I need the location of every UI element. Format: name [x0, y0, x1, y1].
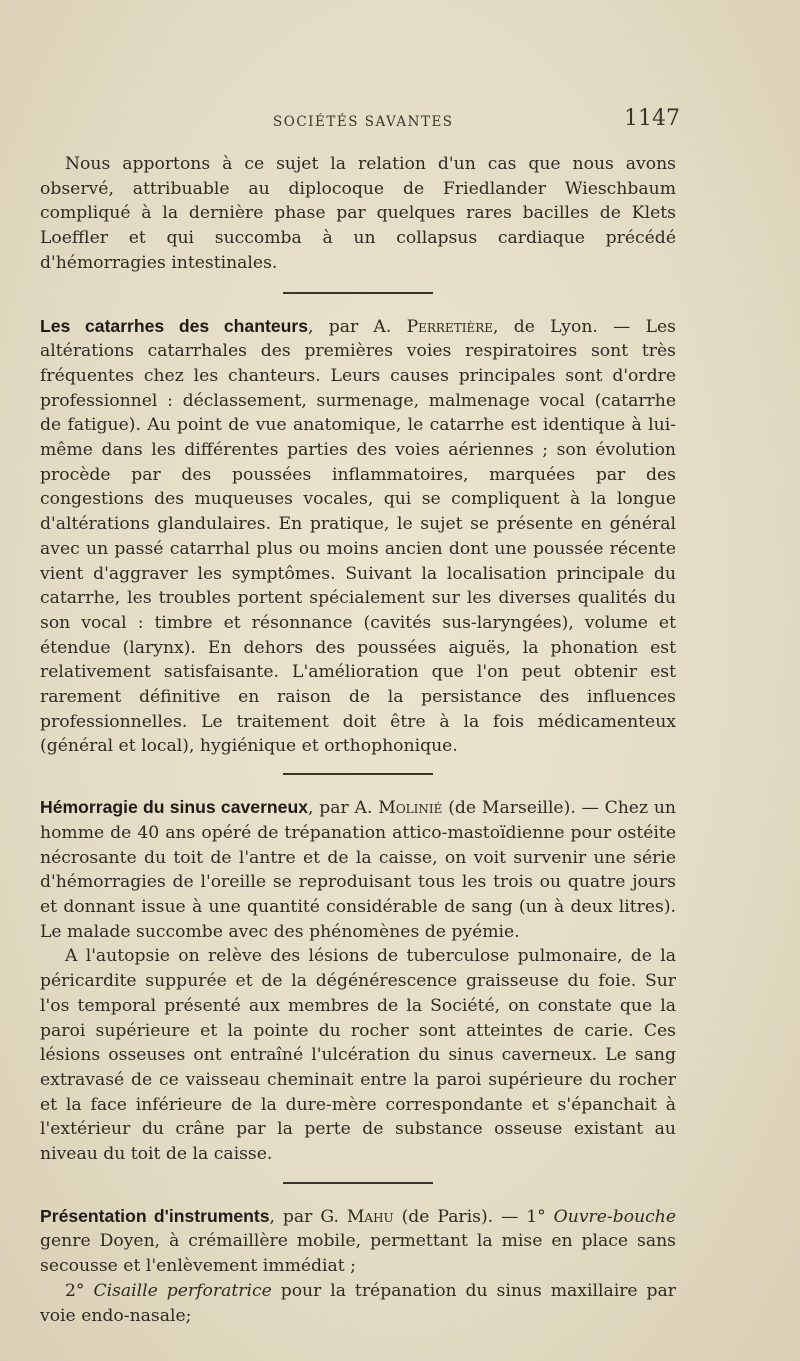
running-head: SOCIÉTÉS SAVANTES: [273, 114, 454, 130]
page-content: [40, 152, 676, 1328]
section-title: Les catarrhes des chanteurs: [40, 315, 308, 336]
author-name: Molinié: [378, 798, 443, 819]
section-title: Hémorragie du sinus caverneux: [40, 797, 308, 818]
page-header: [40, 104, 680, 140]
author-name: Perretière: [406, 316, 494, 337]
section-title: Présentation d'instruments: [40, 1205, 270, 1226]
instrument-item-2: [40, 1279, 676, 1328]
section-instruments: Présentation d'instruments, par G. Mahu (de Paris). — 1° Ouvre-bouche genre Doyen, à crémaillère mobile, permettant la mise en place sans secousse et l'enlèvement immédiat ;: [40, 1205, 677, 1277]
section-body: (de Marseille). — Chez un homme de 40 ans opéré de trépanation attico-mastoïdienne pour ostéite nécrosante du toit de l'antre et de la caisse, on voit survenir une série d'hémorragies de l'oreille se reproduisant tous les trois ou quatre jours et donnant issue à une quantité considérable de sang (un à deux litres). Le malade succombe avec des phénomènes de pyémie.: [40, 798, 676, 942]
intro-paragraph: Nous apportons à ce sujet la relation d'un cas que nous avons observé, attribuable au diplocoque de Friedlander Wieschbaum compliqué à la dernière phase par quelques rares bacilles de Klets Loeffler et qui succomba à un collapsus cardiaque précédé d'hémorragies intestinales.: [40, 154, 676, 273]
instrument-name: Cisaille perforatrice: [93, 1280, 272, 1301]
item-description: genre Doyen, à crémaillère mobile, permettant la mise en place sans secousse et l'enlèvement immédiat ;: [40, 1231, 676, 1277]
section-body: , de Lyon. — Les altérations catarrhales des premières voies respiratoires sont très fréquentes chez les chanteurs. Leurs causes principales sont d'ordre professionnel : déclassement, surmenage, malmenage vocal (catarrhe de fatigue). Au point de vue anatomique, le catarrhe est identique à lui-même dans les différentes parties des voies aériennes ; son évolution procède par des poussées inflammatoires, marquées par des congestions des muqueuses vocales, qui se compliquent à la longue d'altérations glandulaires. En pratique, le sujet se présente en général avec un passé catarrhal plus ou moins ancien dont une poussée récente vient d'aggraver les symptômes. Suivant la localisation principale du catarrhe, les troubles portent spécialement sur les diverses qualités du son vocal : timbre et résonnance (cavités sus-laryngées), volume et étendue (larynx). En dehors des poussées aiguës, la phonation est relativement satisfaisante. L'amélioration que l'on peut obtenir est rarement définitive en raison de la persistance des influences professionnelles. Le traitement doit être à la fois médicamenteux (général et local), hygiénique et orthophonique.: [40, 316, 676, 757]
page-number: 1147: [624, 106, 680, 131]
author-name: Mahu: [346, 1206, 394, 1227]
section-divider: [283, 1182, 433, 1184]
item-number: 1°: [526, 1206, 546, 1227]
item-number: 2°: [65, 1280, 85, 1301]
item-description: pour la trépanation du sinus maxillaire par voie endo-nasale;: [40, 1280, 677, 1326]
instrument-name: Ouvre-bouche: [553, 1206, 677, 1227]
section-hemorragie-paragraph-2: A l'autopsie on relève des lésions de tuberculose pulmonaire, de la péricardite suppurée et de la dégénérescence graisseuse du foie. Sur l'os temporal présenté aux membres de la Société, on constate que la paroi supérieure et la pointe du rocher sont atteintes de carie. Ces lésions osseuses ont entraîné l'ulcération du sinus caverneux. Le sang extravasé de ce vaisseau cheminait entre la paroi supérieure du rocher et la face inférieure de la dure-mère correspondante et s'épanchait à l'extérieur du crâne par la perte de substance osseuse existant au niveau du toit de la caisse.: [40, 946, 676, 1165]
section-divider: [283, 292, 433, 294]
section-hemorragie: Hémorragie du sinus caverneux, par A. Molinié (de Marseille). — Chez un homme de 40 ans opéré de trépanation attico-mastoïdienne pour ostéite nécrosante du toit de l'antre et de la caisse, on voit survenir une série d'hémorragies de l'oreille se reproduisant tous les trois ou quatre jours et donnant issue à une quantité considérable de sang (un à deux litres). Le malade succombe avec des phénomènes de pyémie.: [40, 797, 676, 942]
section-catarrhes: Les catarrhes des chanteurs, par A. Perretière, de Lyon. — Les altérations catarrhales des premières voies respiratoires sont très fréquentes chez les chanteurs. Leurs causes principales sont d'ordre professionnel : déclassement, surmenage, malmenage vocal (catarrhe de fatigue). Au point de vue anatomique, le catarrhe est identique à lui-même dans les différentes parties des voies aériennes ; son évolution procède par des poussées inflammatoires, marquées par des congestions des muqueuses vocales, qui se compliquent à la longue d'altérations glandulaires. En pratique, le sujet se présente en général avec un passé catarrhal plus ou moins ancien dont une poussée récente vient d'aggraver les symptômes. Suivant la localisation principale du catarrhe, les troubles portent spécialement sur les diverses qualités du son vocal : timbre et résonnance (cavités sus-laryngées), volume et étendue (larynx). En dehors des poussées aiguës, la phonation est relativement satisfaisante. L'amélioration que l'on peut obtenir est rarement définitive en raison de la persistance des influences professionnelles. Le traitement doit être à la fois médicamenteux (général et local), hygiénique et orthophonique.: [40, 315, 676, 757]
section-divider: [283, 773, 433, 775]
